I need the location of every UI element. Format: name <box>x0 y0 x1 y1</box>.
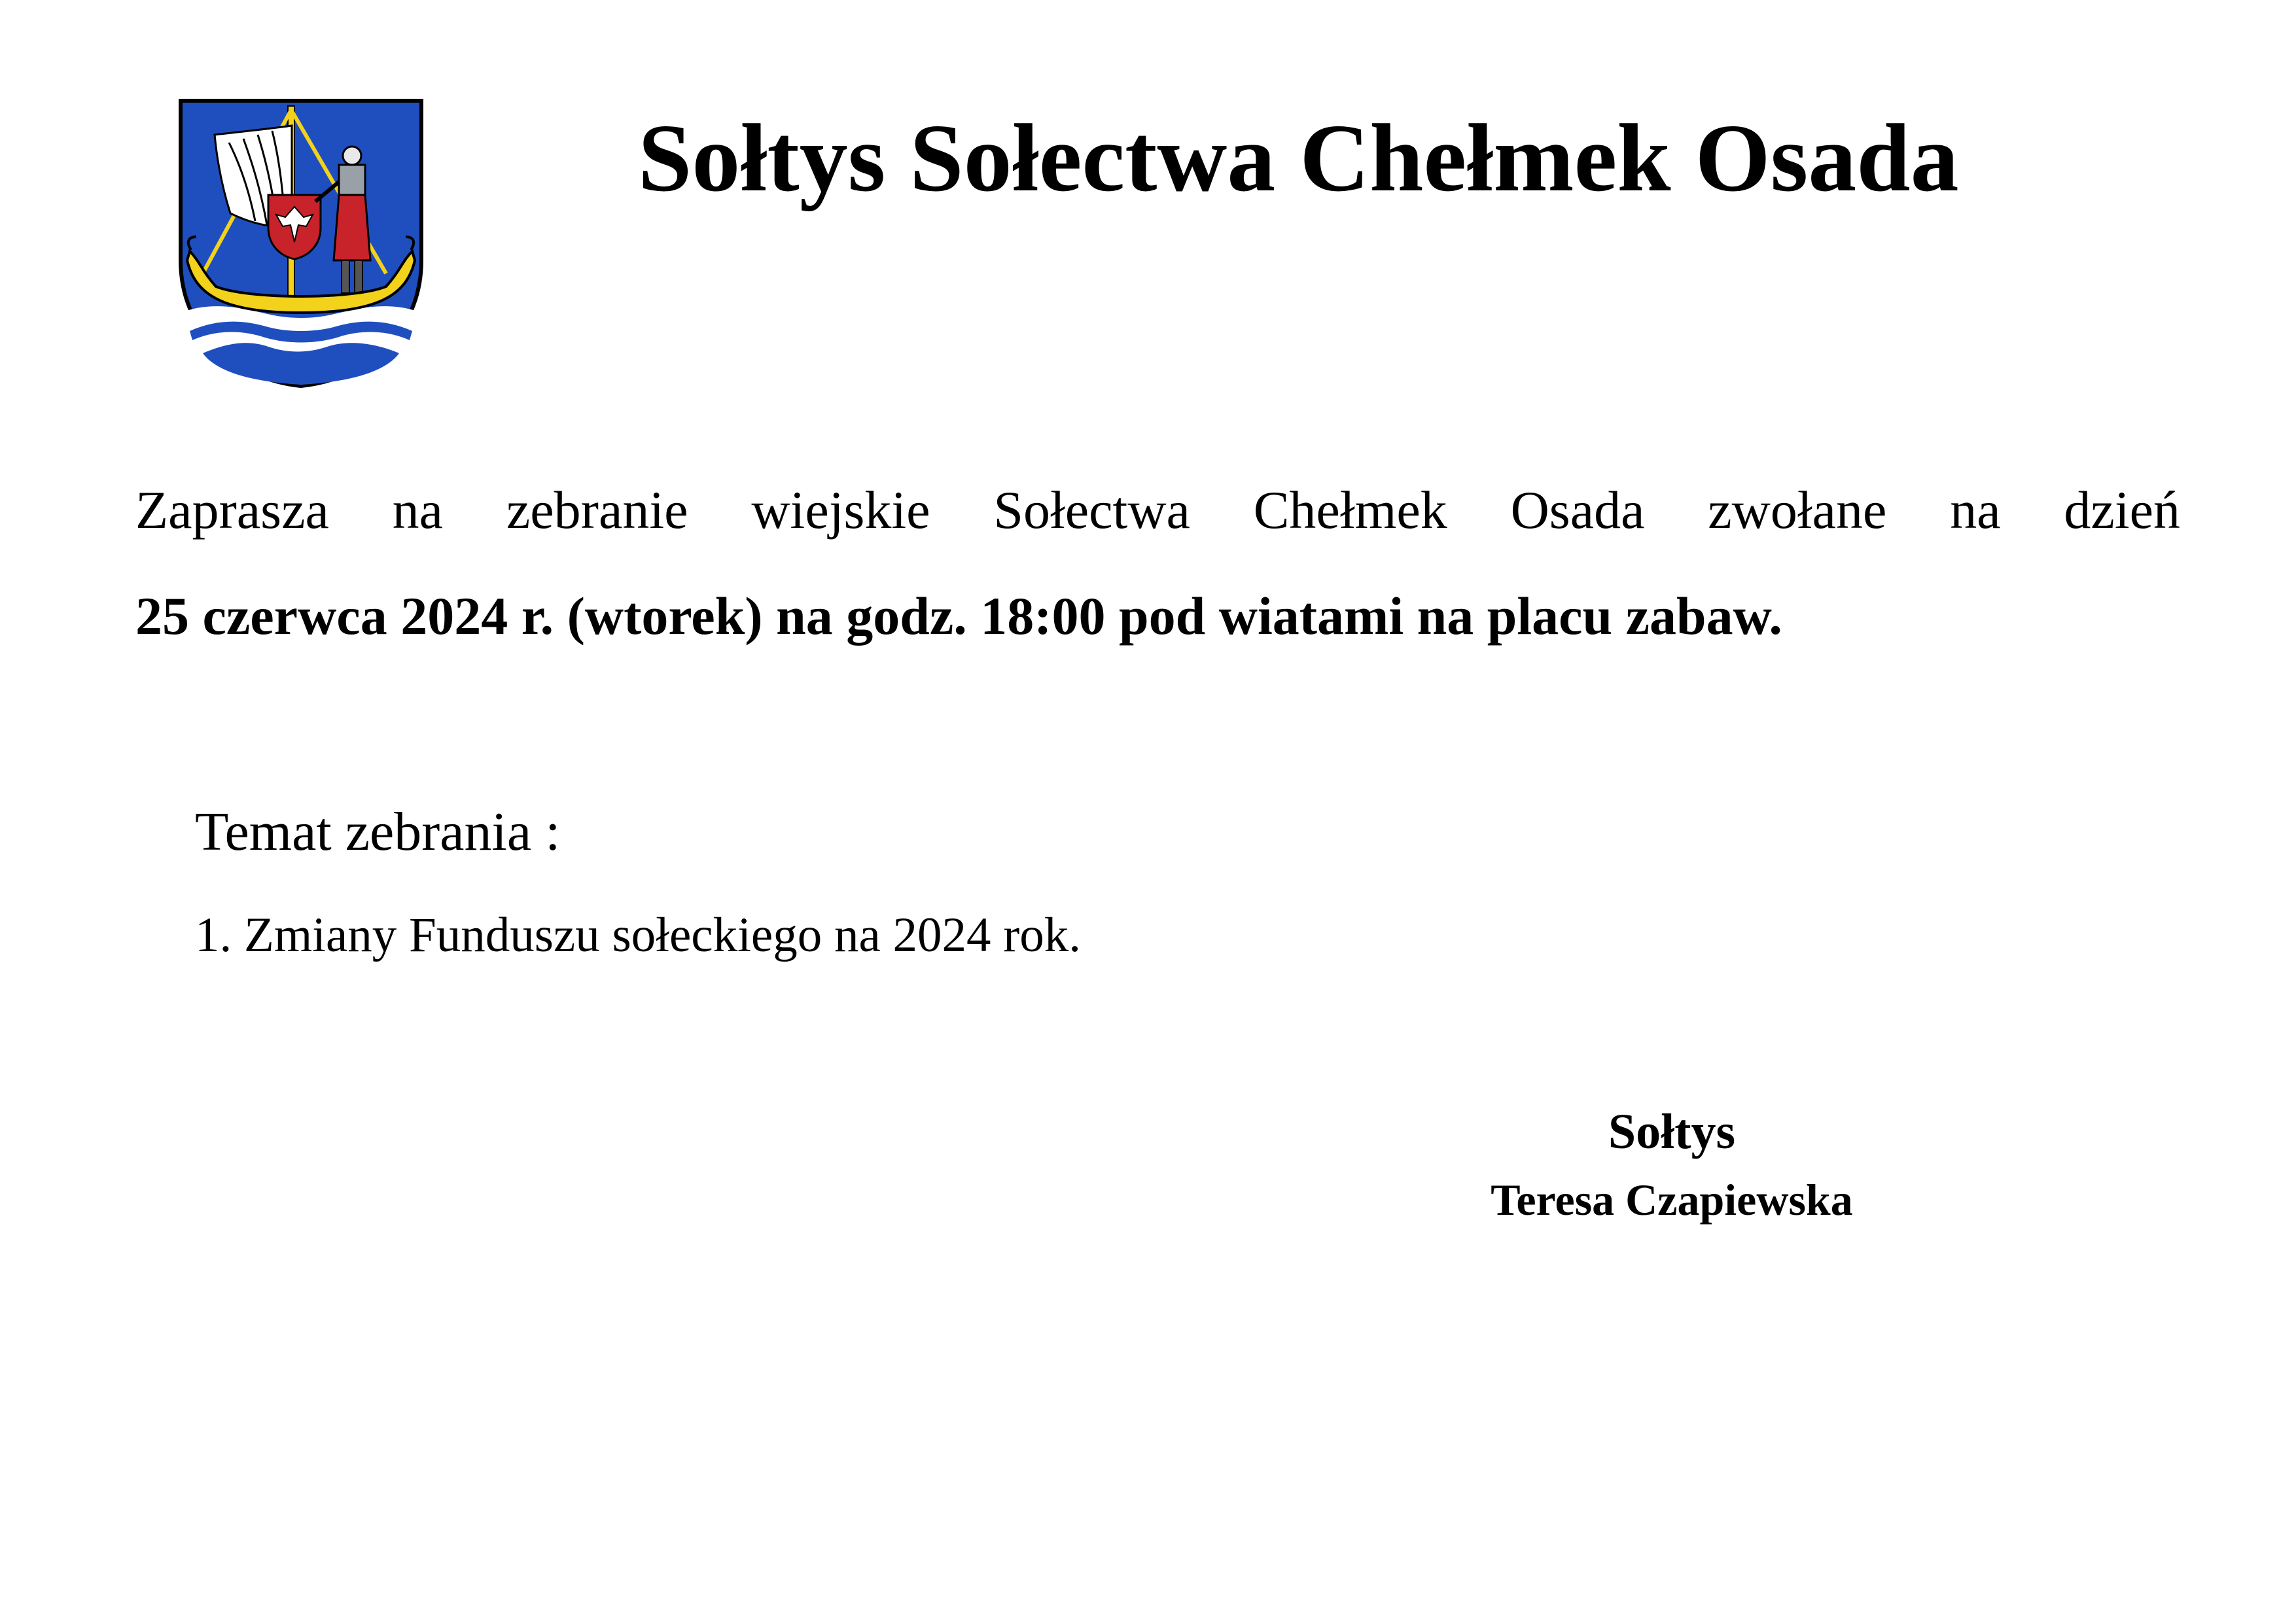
agenda-heading: Temat zebrania : <box>195 801 561 862</box>
signature-role: Sołtys <box>1608 1104 1736 1159</box>
signature-block <box>1413 1099 1930 1232</box>
invitation-text: Zaprasza na zebranie wiejskie Sołectwa Chełmek Osada zwołane na dzień <box>135 480 2180 540</box>
coat-of-arms-icon <box>177 97 425 390</box>
invitation-paragraph <box>135 478 2180 649</box>
signature-name: Teresa Czapiewska <box>1491 1175 1853 1225</box>
meeting-date-time-place: 25 czerwca 2024 r. (wtorek) na godz. 18:00 pod wiatami na placu zabaw. <box>135 586 1782 646</box>
coat-of-arms-svg <box>177 97 425 390</box>
agenda-list <box>195 903 1081 968</box>
agenda-item: 1. Zmiany Funduszu sołeckiego na 2024 rok. <box>195 908 1081 962</box>
page-title: Sołtys Sołectwa Chełmek Osada <box>638 105 1959 212</box>
